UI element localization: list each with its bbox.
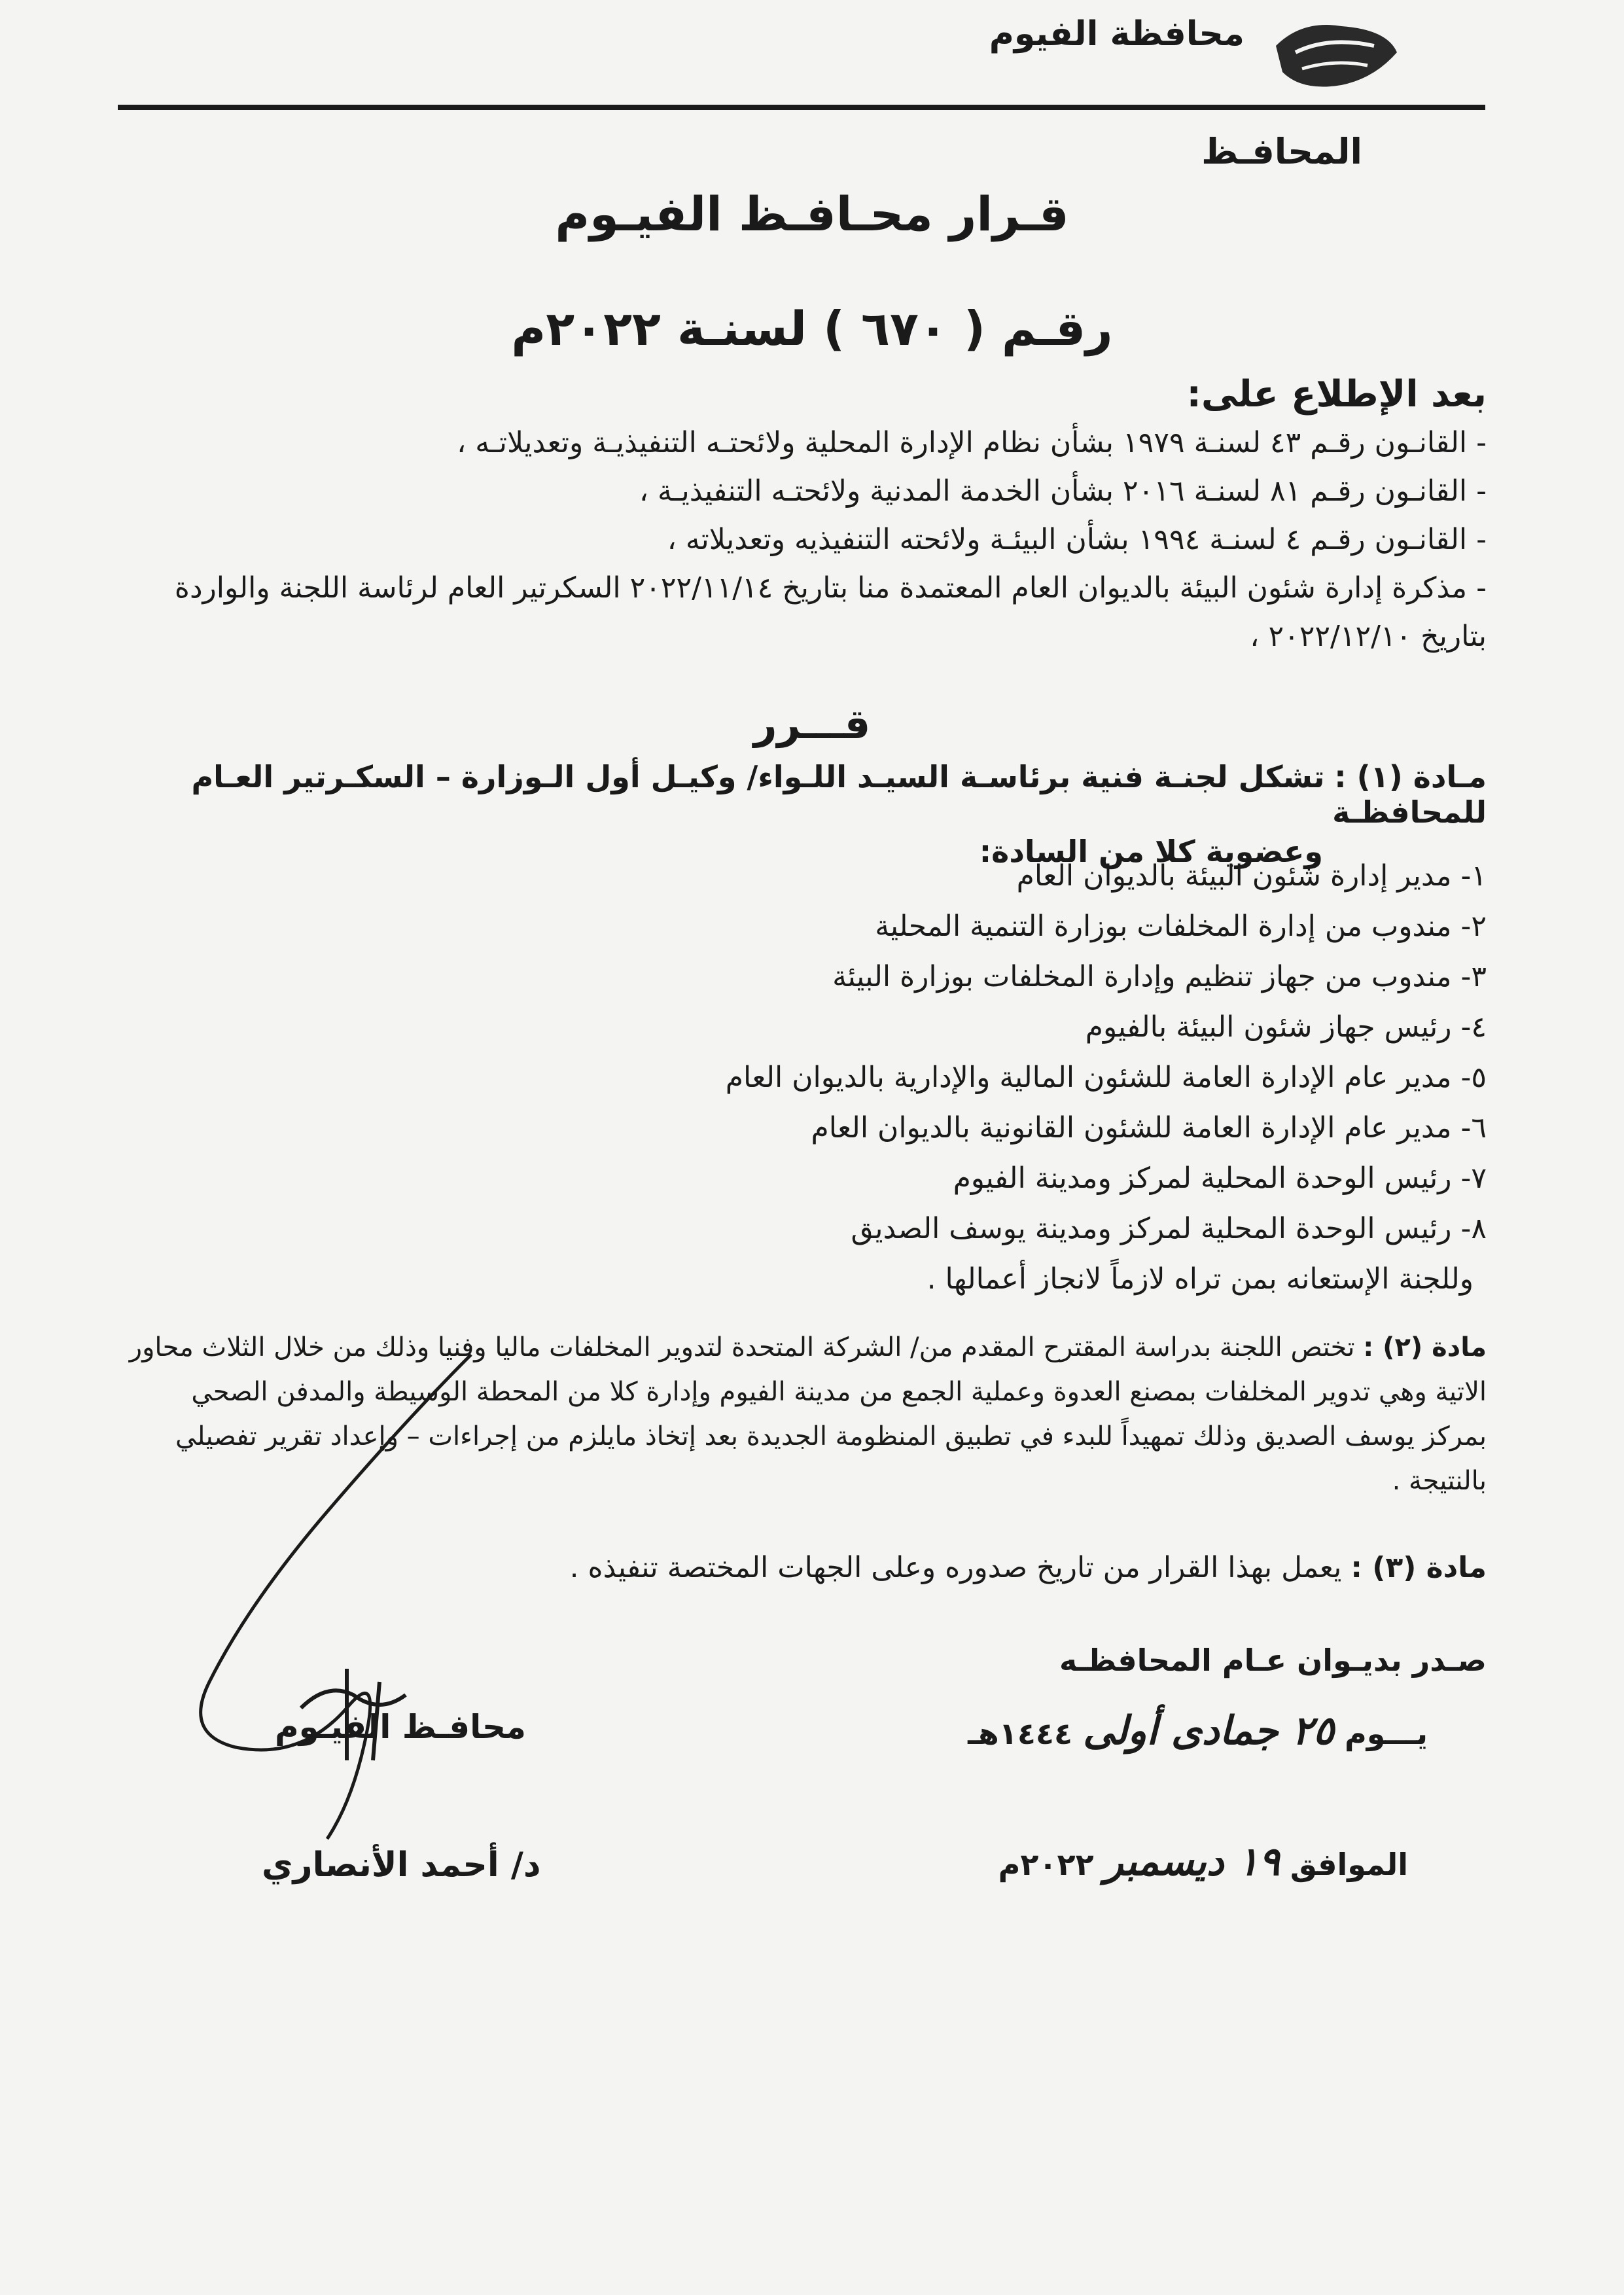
signatory-name: د/ أحمد الأنصاري — [262, 1845, 541, 1885]
position-label: المحافـظ — [1201, 131, 1362, 172]
article-1-continuation: وعضوية كلا من السادة: — [979, 834, 1323, 869]
member-item: ٥- مدير عام الإدارة العامة للشئون المالية والإدارية بالديوان العام — [725, 1061, 1487, 1094]
hijri-prefix: يـــوم — [1345, 1716, 1428, 1751]
gregorian-handwritten-date: ١٩ ديسمبر — [1104, 1839, 1280, 1885]
gregorian-prefix: الموافق — [1290, 1847, 1408, 1882]
article-3-label: مادة (٣) : — [1350, 1551, 1487, 1584]
member-item: ١- مدير إدارة شئون البيئة بالديوان العام — [1016, 859, 1487, 893]
member-item: ٣- مندوب من جهاز تنظيم وإدارة المخلفات بوزارة البيئة — [832, 960, 1487, 993]
preamble-heading: بعد الإطلاع على: — [1186, 373, 1487, 416]
committee-footer-note: وللجنة الإستعانه بمن تراه لازماً لانجاز أعمالها . — [927, 1262, 1474, 1296]
handwritten-signature — [131, 1342, 589, 1865]
decree-number: رقـم ( ٦٧٠ ) لسنـة ٢٠٢٢م — [511, 301, 1113, 356]
article-2-label: مادة (٢) : — [1363, 1332, 1487, 1362]
decides-heading: قـــرر — [753, 700, 871, 748]
organization-name: محافظة الفيوم — [989, 14, 1244, 54]
hijri-date-line — [968, 1708, 1428, 1754]
reference-item: - القانـون رقـم ٤٣ لسنـة ١٩٧٩ بشأن نظام الإدارة المحلية ولائحتـه التنفيذيـة وتعديلاتـه ، — [457, 426, 1487, 459]
member-item: ٨- رئيس الوحدة المحلية لمركز ومدينة يوسف الصديق — [851, 1212, 1487, 1245]
gregorian-suffix: ٢٠٢٢م — [998, 1847, 1094, 1882]
signatory-title: محافـظ الفيـوم — [275, 1708, 526, 1746]
header-divider — [118, 105, 1485, 110]
article-3-text: يعمل بهذا القرار من تاريخ صدوره وعلى الجهات المختصة تنفيذه . — [569, 1551, 1342, 1584]
reference-list — [126, 419, 1487, 661]
member-item: ٢- مندوب من إدارة المخلفات بوزارة التنمية المحلية — [875, 910, 1487, 943]
reference-item: - القانـون رقـم ٤ لسنـة ١٩٩٤ بشأن البيئـة ولائحته التنفيذيه وتعديلاته ، — [667, 523, 1487, 556]
reference-item: - مذكرة إدارة شئون البيئة بالديوان العام المعتمدة منا بتاريخ ٢٠٢٢/١١/١٤ السكرتير العام لرئاسة اللجنة والواردة بتاريخ ٢٠٢٢/١٢/١٠ ، — [174, 571, 1487, 653]
article-1-label: مـادة (١) : — [1334, 759, 1487, 794]
decree-title: قـرار محـافـظ الفيـوم — [555, 187, 1069, 241]
article-2-text: تختص اللجنة بدراسة المقترح المقدم من/ الشركة المتحدة لتدوير المخلفات ماليا وفنيا وذلك من خلال الثلاث محاور الاتية وهي تدوير المخلفات بمصنع العدوة وعملية الجمع من مدينة الفيوم وإدارة كلا من المحطة الوسيطة والمدفن الصحي بمركز يوسف الصديق وذلك تمهيداً للبدء في تطبيق المنظومة الجديدة بعد إتخاذ مايلزم من إجراءات – وإعداد تقرير تفصيلي بالنتيجة . — [129, 1332, 1487, 1496]
hijri-handwritten-date: ٢٥ جمادى أولى — [1083, 1708, 1334, 1754]
member-item: ٧- رئيس الوحدة المحلية لمركز ومدينة الفيوم — [953, 1162, 1487, 1195]
governorate-emblem-icon — [1263, 7, 1407, 105]
reference-item: - القانـون رقـم ٨١ لسنـة ٢٠١٦ بشأن الخدمة المدنية ولائحتـه التنفيذيـة ، — [639, 474, 1487, 508]
member-item: ٦- مدير عام الإدارة العامة للشئون القانونية بالديوان العام — [811, 1111, 1487, 1145]
gregorian-date-line — [998, 1839, 1408, 1885]
article-1-text: تشكل لجنـة فنية برئاسـة السيـد اللـواء/ وكيـل أول الـوزارة – السكـرتير العـام للمحافظـة — [191, 759, 1487, 830]
member-item: ٤- رئيس جهاز شئون البيئة بالفيوم — [1085, 1010, 1487, 1044]
hijri-suffix: ١٤٤٤هـ — [968, 1716, 1073, 1751]
committee-member-list — [309, 851, 1487, 1304]
issued-at-line: صـدر بديـوان عـام المحافظـه — [1059, 1643, 1487, 1678]
